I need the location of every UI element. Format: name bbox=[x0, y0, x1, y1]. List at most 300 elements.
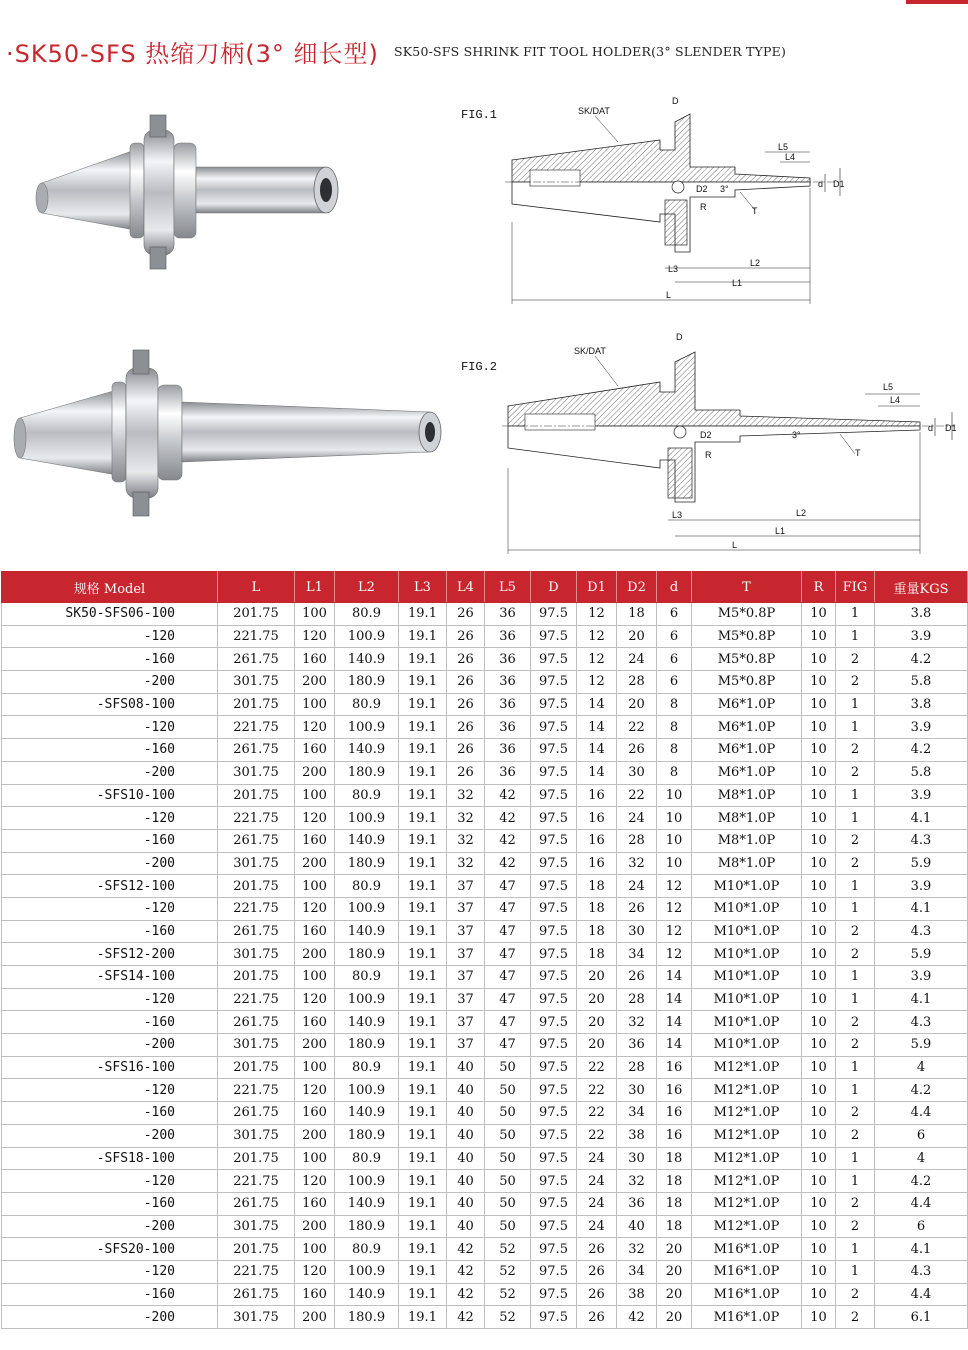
value-cell: 160 bbox=[295, 829, 335, 852]
value-cell: 200 bbox=[295, 852, 335, 875]
value-cell: 1 bbox=[836, 1147, 875, 1170]
value-cell: 221.75 bbox=[218, 625, 295, 648]
value-cell: 301.75 bbox=[218, 761, 295, 784]
value-cell: 97.5 bbox=[531, 1215, 577, 1238]
value-cell: 1 bbox=[836, 625, 875, 648]
value-cell: 40 bbox=[447, 1079, 485, 1102]
value-cell: 201.75 bbox=[218, 603, 295, 626]
value-cell: 160 bbox=[295, 920, 335, 943]
model-cell: -160 bbox=[2, 648, 218, 671]
value-cell: 10 bbox=[802, 761, 836, 784]
value-cell: 20 bbox=[617, 693, 657, 716]
column-header: R bbox=[802, 572, 836, 603]
value-cell: 301.75 bbox=[218, 1124, 295, 1147]
value-cell: 10 bbox=[802, 625, 836, 648]
value-cell: M10*1.0P bbox=[692, 897, 802, 920]
value-cell: 120 bbox=[295, 807, 335, 830]
value-cell: 301.75 bbox=[218, 943, 295, 966]
column-header: 重量KGS bbox=[875, 572, 968, 603]
value-cell: M8*1.0P bbox=[692, 852, 802, 875]
table-header-row bbox=[2, 572, 968, 603]
value-cell: 19.1 bbox=[399, 648, 447, 671]
value-cell: 10 bbox=[802, 1147, 836, 1170]
value-cell: 30 bbox=[617, 1147, 657, 1170]
value-cell: 5.8 bbox=[875, 761, 968, 784]
value-cell: 4.3 bbox=[875, 920, 968, 943]
value-cell: 47 bbox=[485, 988, 531, 1011]
value-cell: M12*1.0P bbox=[692, 1056, 802, 1079]
value-cell: 10 bbox=[802, 784, 836, 807]
value-cell: 2 bbox=[836, 648, 875, 671]
value-cell: 16 bbox=[657, 1079, 692, 1102]
value-cell: 2 bbox=[836, 1102, 875, 1125]
value-cell: 80.9 bbox=[335, 1056, 399, 1079]
value-cell: 140.9 bbox=[335, 829, 399, 852]
value-cell: 52 bbox=[485, 1306, 531, 1329]
value-cell: 20 bbox=[617, 625, 657, 648]
value-cell: 36 bbox=[485, 625, 531, 648]
value-cell: 10 bbox=[802, 897, 836, 920]
table-row bbox=[2, 716, 968, 739]
value-cell: 40 bbox=[447, 1056, 485, 1079]
table-row bbox=[2, 603, 968, 626]
value-cell: 20 bbox=[657, 1238, 692, 1261]
value-cell: 2 bbox=[836, 829, 875, 852]
value-cell: 19.1 bbox=[399, 739, 447, 762]
value-cell: 10 bbox=[802, 1283, 836, 1306]
value-cell: 19.1 bbox=[399, 625, 447, 648]
value-cell: 52 bbox=[485, 1260, 531, 1283]
value-cell: 221.75 bbox=[218, 716, 295, 739]
value-cell: M6*1.0P bbox=[692, 716, 802, 739]
fig2-callout-l3: L3 bbox=[672, 510, 683, 520]
value-cell: 24 bbox=[617, 875, 657, 898]
fig1-callout-l4: L4 bbox=[785, 152, 796, 162]
value-cell: 3.9 bbox=[875, 625, 968, 648]
value-cell: 80.9 bbox=[335, 603, 399, 626]
value-cell: 19.1 bbox=[399, 1283, 447, 1306]
value-cell: 3.9 bbox=[875, 784, 968, 807]
value-cell: 80.9 bbox=[335, 693, 399, 716]
value-cell: 19.1 bbox=[399, 897, 447, 920]
value-cell: 19.1 bbox=[399, 1192, 447, 1215]
value-cell: 100.9 bbox=[335, 1170, 399, 1193]
value-cell: 261.75 bbox=[218, 648, 295, 671]
value-cell: M10*1.0P bbox=[692, 920, 802, 943]
value-cell: 160 bbox=[295, 1192, 335, 1215]
fig2-callout-d1: D1 bbox=[945, 423, 957, 433]
value-cell: 201.75 bbox=[218, 875, 295, 898]
value-cell: 140.9 bbox=[335, 648, 399, 671]
value-cell: 97.5 bbox=[531, 1011, 577, 1034]
value-cell: 19.1 bbox=[399, 1147, 447, 1170]
value-cell: 140.9 bbox=[335, 1011, 399, 1034]
value-cell: 4.1 bbox=[875, 988, 968, 1011]
value-cell: 301.75 bbox=[218, 1306, 295, 1329]
value-cell: 2 bbox=[836, 852, 875, 875]
fig1-label: FIG.1 bbox=[461, 108, 498, 122]
value-cell: 32 bbox=[617, 852, 657, 875]
value-cell: 100.9 bbox=[335, 1079, 399, 1102]
value-cell: 37 bbox=[447, 920, 485, 943]
model-cell: -200 bbox=[2, 1306, 218, 1329]
value-cell: 38 bbox=[617, 1124, 657, 1147]
value-cell: 24 bbox=[577, 1170, 617, 1193]
table-row bbox=[2, 671, 968, 694]
value-cell: 40 bbox=[447, 1124, 485, 1147]
value-cell: 10 bbox=[802, 1306, 836, 1329]
value-cell: 4.2 bbox=[875, 1079, 968, 1102]
value-cell: 12 bbox=[657, 943, 692, 966]
value-cell: 10 bbox=[802, 1238, 836, 1261]
model-cell: -SFS12-200 bbox=[2, 943, 218, 966]
value-cell: 16 bbox=[657, 1056, 692, 1079]
fig1-callout-angle: 3° bbox=[720, 184, 729, 194]
table-row bbox=[2, 1170, 968, 1193]
value-cell: 201.75 bbox=[218, 1147, 295, 1170]
value-cell: 22 bbox=[577, 1056, 617, 1079]
model-cell: -120 bbox=[2, 1260, 218, 1283]
value-cell: 100 bbox=[295, 1147, 335, 1170]
column-header: FIG bbox=[836, 572, 875, 603]
value-cell: 26 bbox=[447, 625, 485, 648]
table-row bbox=[2, 966, 968, 989]
value-cell: 20 bbox=[577, 1011, 617, 1034]
value-cell: 12 bbox=[577, 648, 617, 671]
value-cell: 28 bbox=[617, 829, 657, 852]
value-cell: 2 bbox=[836, 1192, 875, 1215]
value-cell: 12 bbox=[657, 897, 692, 920]
value-cell: 47 bbox=[485, 920, 531, 943]
value-cell: M16*1.0P bbox=[692, 1283, 802, 1306]
value-cell: 37 bbox=[447, 875, 485, 898]
value-cell: 3.9 bbox=[875, 966, 968, 989]
value-cell: 10 bbox=[802, 1260, 836, 1283]
value-cell: 26 bbox=[447, 761, 485, 784]
fig1-callout-d1: D1 bbox=[833, 179, 845, 189]
value-cell: 14 bbox=[577, 716, 617, 739]
value-cell: 19.1 bbox=[399, 761, 447, 784]
value-cell: 14 bbox=[577, 693, 617, 716]
value-cell: 97.5 bbox=[531, 875, 577, 898]
value-cell: 160 bbox=[295, 1011, 335, 1034]
value-cell: 19.1 bbox=[399, 1124, 447, 1147]
value-cell: 6 bbox=[657, 625, 692, 648]
value-cell: 97.5 bbox=[531, 739, 577, 762]
value-cell: 97.5 bbox=[531, 1079, 577, 1102]
value-cell: 2 bbox=[836, 671, 875, 694]
fig1-callout-skdat: SK/DAT bbox=[578, 106, 610, 116]
value-cell: 5.9 bbox=[875, 1034, 968, 1057]
value-cell: 6 bbox=[657, 648, 692, 671]
value-cell: 47 bbox=[485, 1034, 531, 1057]
value-cell: 26 bbox=[447, 603, 485, 626]
value-cell: 1 bbox=[836, 1260, 875, 1283]
value-cell: M6*1.0P bbox=[692, 739, 802, 762]
value-cell: 52 bbox=[485, 1238, 531, 1261]
value-cell: 2 bbox=[836, 943, 875, 966]
value-cell: 1 bbox=[836, 784, 875, 807]
value-cell: 37 bbox=[447, 897, 485, 920]
value-cell: M12*1.0P bbox=[692, 1124, 802, 1147]
fig2-callout-angle: 3° bbox=[792, 430, 801, 440]
value-cell: 32 bbox=[447, 784, 485, 807]
value-cell: 100 bbox=[295, 693, 335, 716]
value-cell: M6*1.0P bbox=[692, 693, 802, 716]
value-cell: 97.5 bbox=[531, 693, 577, 716]
column-header: D bbox=[531, 572, 577, 603]
value-cell: M5*0.8P bbox=[692, 625, 802, 648]
value-cell: 16 bbox=[577, 807, 617, 830]
value-cell: 2 bbox=[836, 1215, 875, 1238]
value-cell: 20 bbox=[577, 1034, 617, 1057]
model-cell: -160 bbox=[2, 739, 218, 762]
value-cell: 97.5 bbox=[531, 1192, 577, 1215]
value-cell: 1 bbox=[836, 807, 875, 830]
fig2-drawing bbox=[500, 330, 965, 555]
value-cell: 36 bbox=[485, 671, 531, 694]
value-cell: 32 bbox=[617, 1011, 657, 1034]
value-cell: 19.1 bbox=[399, 807, 447, 830]
value-cell: 47 bbox=[485, 897, 531, 920]
value-cell: 301.75 bbox=[218, 852, 295, 875]
value-cell: 50 bbox=[485, 1170, 531, 1193]
model-cell: -200 bbox=[2, 671, 218, 694]
value-cell: M12*1.0P bbox=[692, 1147, 802, 1170]
value-cell: 4.1 bbox=[875, 807, 968, 830]
value-cell: 10 bbox=[802, 1011, 836, 1034]
value-cell: 97.5 bbox=[531, 784, 577, 807]
value-cell: M5*0.8P bbox=[692, 603, 802, 626]
value-cell: 4.3 bbox=[875, 1011, 968, 1034]
value-cell: 200 bbox=[295, 1306, 335, 1329]
value-cell: 26 bbox=[577, 1306, 617, 1329]
value-cell: 1 bbox=[836, 1170, 875, 1193]
product-photo-short bbox=[30, 95, 360, 280]
value-cell: 10 bbox=[802, 648, 836, 671]
value-cell: 14 bbox=[657, 988, 692, 1011]
value-cell: 140.9 bbox=[335, 1102, 399, 1125]
value-cell: 160 bbox=[295, 648, 335, 671]
value-cell: 80.9 bbox=[335, 875, 399, 898]
value-cell: 97.5 bbox=[531, 761, 577, 784]
value-cell: 221.75 bbox=[218, 1079, 295, 1102]
fig2-callout-d: D bbox=[676, 332, 683, 342]
value-cell: M12*1.0P bbox=[692, 1102, 802, 1125]
value-cell: 19.1 bbox=[399, 1215, 447, 1238]
value-cell: 42 bbox=[485, 807, 531, 830]
value-cell: 140.9 bbox=[335, 920, 399, 943]
value-cell: 19.1 bbox=[399, 603, 447, 626]
value-cell: 200 bbox=[295, 1034, 335, 1057]
value-cell: 80.9 bbox=[335, 966, 399, 989]
value-cell: 14 bbox=[577, 761, 617, 784]
table-row bbox=[2, 648, 968, 671]
table-row bbox=[2, 1215, 968, 1238]
value-cell: 80.9 bbox=[335, 1147, 399, 1170]
value-cell: 20 bbox=[577, 966, 617, 989]
value-cell: 50 bbox=[485, 1124, 531, 1147]
value-cell: 97.5 bbox=[531, 1260, 577, 1283]
value-cell: 36 bbox=[485, 716, 531, 739]
value-cell: 34 bbox=[617, 1260, 657, 1283]
table-row bbox=[2, 829, 968, 852]
value-cell: 10 bbox=[657, 807, 692, 830]
value-cell: M10*1.0P bbox=[692, 943, 802, 966]
fig2-callout-d2: D2 bbox=[700, 430, 712, 440]
value-cell: 10 bbox=[802, 988, 836, 1011]
value-cell: 24 bbox=[577, 1147, 617, 1170]
value-cell: 28 bbox=[617, 1056, 657, 1079]
value-cell: 261.75 bbox=[218, 1102, 295, 1125]
value-cell: 20 bbox=[657, 1306, 692, 1329]
value-cell: 26 bbox=[577, 1238, 617, 1261]
value-cell: 1 bbox=[836, 693, 875, 716]
value-cell: 40 bbox=[447, 1192, 485, 1215]
value-cell: 261.75 bbox=[218, 1011, 295, 1034]
value-cell: 10 bbox=[802, 875, 836, 898]
value-cell: 30 bbox=[617, 761, 657, 784]
value-cell: 19.1 bbox=[399, 1011, 447, 1034]
table-row bbox=[2, 943, 968, 966]
model-cell: -200 bbox=[2, 761, 218, 784]
value-cell: 97.5 bbox=[531, 1283, 577, 1306]
value-cell: 38 bbox=[617, 1283, 657, 1306]
column-header: 规格 Model bbox=[2, 572, 218, 603]
value-cell: 50 bbox=[485, 1147, 531, 1170]
fig1-callout-l3: L3 bbox=[668, 264, 679, 274]
model-cell: -160 bbox=[2, 829, 218, 852]
value-cell: M5*0.8P bbox=[692, 671, 802, 694]
table-row bbox=[2, 988, 968, 1011]
value-cell: 14 bbox=[657, 1034, 692, 1057]
value-cell: 4 bbox=[875, 1056, 968, 1079]
table-row bbox=[2, 1079, 968, 1102]
fig1-callout-l1: L1 bbox=[732, 278, 743, 288]
title-en: SK50-SFS SHRINK FIT TOOL HOLDER(3° SLENDER TYPE) bbox=[394, 44, 787, 59]
value-cell: 36 bbox=[485, 693, 531, 716]
fig1-callout-d2: D2 bbox=[696, 184, 708, 194]
value-cell: 37 bbox=[447, 1034, 485, 1057]
table-row bbox=[2, 852, 968, 875]
value-cell: 261.75 bbox=[218, 829, 295, 852]
value-cell: 32 bbox=[617, 1238, 657, 1261]
value-cell: 10 bbox=[657, 784, 692, 807]
value-cell: 10 bbox=[802, 1034, 836, 1057]
value-cell: 3.8 bbox=[875, 693, 968, 716]
value-cell: 2 bbox=[836, 761, 875, 784]
value-cell: 42 bbox=[617, 1306, 657, 1329]
value-cell: 18 bbox=[577, 920, 617, 943]
value-cell: 140.9 bbox=[335, 1283, 399, 1306]
model-cell: -120 bbox=[2, 1170, 218, 1193]
column-header: D2 bbox=[617, 572, 657, 603]
fig2-callout-l4: L4 bbox=[890, 395, 901, 405]
column-header: L4 bbox=[447, 572, 485, 603]
value-cell: 22 bbox=[577, 1102, 617, 1125]
value-cell: 37 bbox=[447, 943, 485, 966]
value-cell: 28 bbox=[617, 988, 657, 1011]
value-cell: 200 bbox=[295, 761, 335, 784]
value-cell: 97.5 bbox=[531, 1238, 577, 1261]
value-cell: 12 bbox=[657, 920, 692, 943]
value-cell: 140.9 bbox=[335, 739, 399, 762]
value-cell: 32 bbox=[447, 807, 485, 830]
value-cell: 26 bbox=[617, 739, 657, 762]
fig2-callout-l2: L2 bbox=[796, 508, 807, 518]
value-cell: 200 bbox=[295, 1124, 335, 1147]
value-cell: 97.5 bbox=[531, 1170, 577, 1193]
column-header: L5 bbox=[485, 572, 531, 603]
value-cell: 221.75 bbox=[218, 988, 295, 1011]
value-cell: 10 bbox=[802, 1170, 836, 1193]
value-cell: M12*1.0P bbox=[692, 1079, 802, 1102]
column-header: D1 bbox=[577, 572, 617, 603]
value-cell: 19.1 bbox=[399, 875, 447, 898]
value-cell: 100.9 bbox=[335, 625, 399, 648]
value-cell: 97.5 bbox=[531, 716, 577, 739]
value-cell: 8 bbox=[657, 693, 692, 716]
model-cell: -160 bbox=[2, 1192, 218, 1215]
value-cell: 2 bbox=[836, 920, 875, 943]
value-cell: 100 bbox=[295, 784, 335, 807]
value-cell: 26 bbox=[447, 648, 485, 671]
value-cell: 4.3 bbox=[875, 829, 968, 852]
value-cell: 26 bbox=[617, 966, 657, 989]
value-cell: 97.5 bbox=[531, 1306, 577, 1329]
value-cell: 18 bbox=[577, 897, 617, 920]
value-cell: 34 bbox=[617, 943, 657, 966]
value-cell: M10*1.0P bbox=[692, 875, 802, 898]
value-cell: 97.5 bbox=[531, 897, 577, 920]
spec-table bbox=[1, 571, 968, 1329]
value-cell: 180.9 bbox=[335, 1034, 399, 1057]
value-cell: 19.1 bbox=[399, 966, 447, 989]
value-cell: 6 bbox=[875, 1124, 968, 1147]
value-cell: 6 bbox=[657, 671, 692, 694]
value-cell: 97.5 bbox=[531, 625, 577, 648]
model-cell: -120 bbox=[2, 1079, 218, 1102]
value-cell: M5*0.8P bbox=[692, 648, 802, 671]
value-cell: 97.5 bbox=[531, 852, 577, 875]
value-cell: 18 bbox=[617, 603, 657, 626]
table-row bbox=[2, 625, 968, 648]
fig2-callout-t: T bbox=[855, 448, 861, 458]
value-cell: 100.9 bbox=[335, 988, 399, 1011]
table-row bbox=[2, 875, 968, 898]
table-row bbox=[2, 1147, 968, 1170]
table-row bbox=[2, 1102, 968, 1125]
value-cell: 301.75 bbox=[218, 671, 295, 694]
model-cell: -120 bbox=[2, 807, 218, 830]
value-cell: 14 bbox=[577, 739, 617, 762]
value-cell: 200 bbox=[295, 943, 335, 966]
value-cell: 100.9 bbox=[335, 1260, 399, 1283]
model-cell: -200 bbox=[2, 1124, 218, 1147]
fig2-callout-l1: L1 bbox=[775, 526, 786, 536]
value-cell: 100 bbox=[295, 875, 335, 898]
value-cell: 10 bbox=[802, 829, 836, 852]
value-cell: 5.9 bbox=[875, 943, 968, 966]
value-cell: 20 bbox=[657, 1260, 692, 1283]
value-cell: 36 bbox=[485, 603, 531, 626]
model-cell: -120 bbox=[2, 716, 218, 739]
value-cell: 32 bbox=[447, 829, 485, 852]
value-cell: 97.5 bbox=[531, 671, 577, 694]
value-cell: 18 bbox=[577, 943, 617, 966]
value-cell: 19.1 bbox=[399, 1170, 447, 1193]
value-cell: 10 bbox=[802, 807, 836, 830]
